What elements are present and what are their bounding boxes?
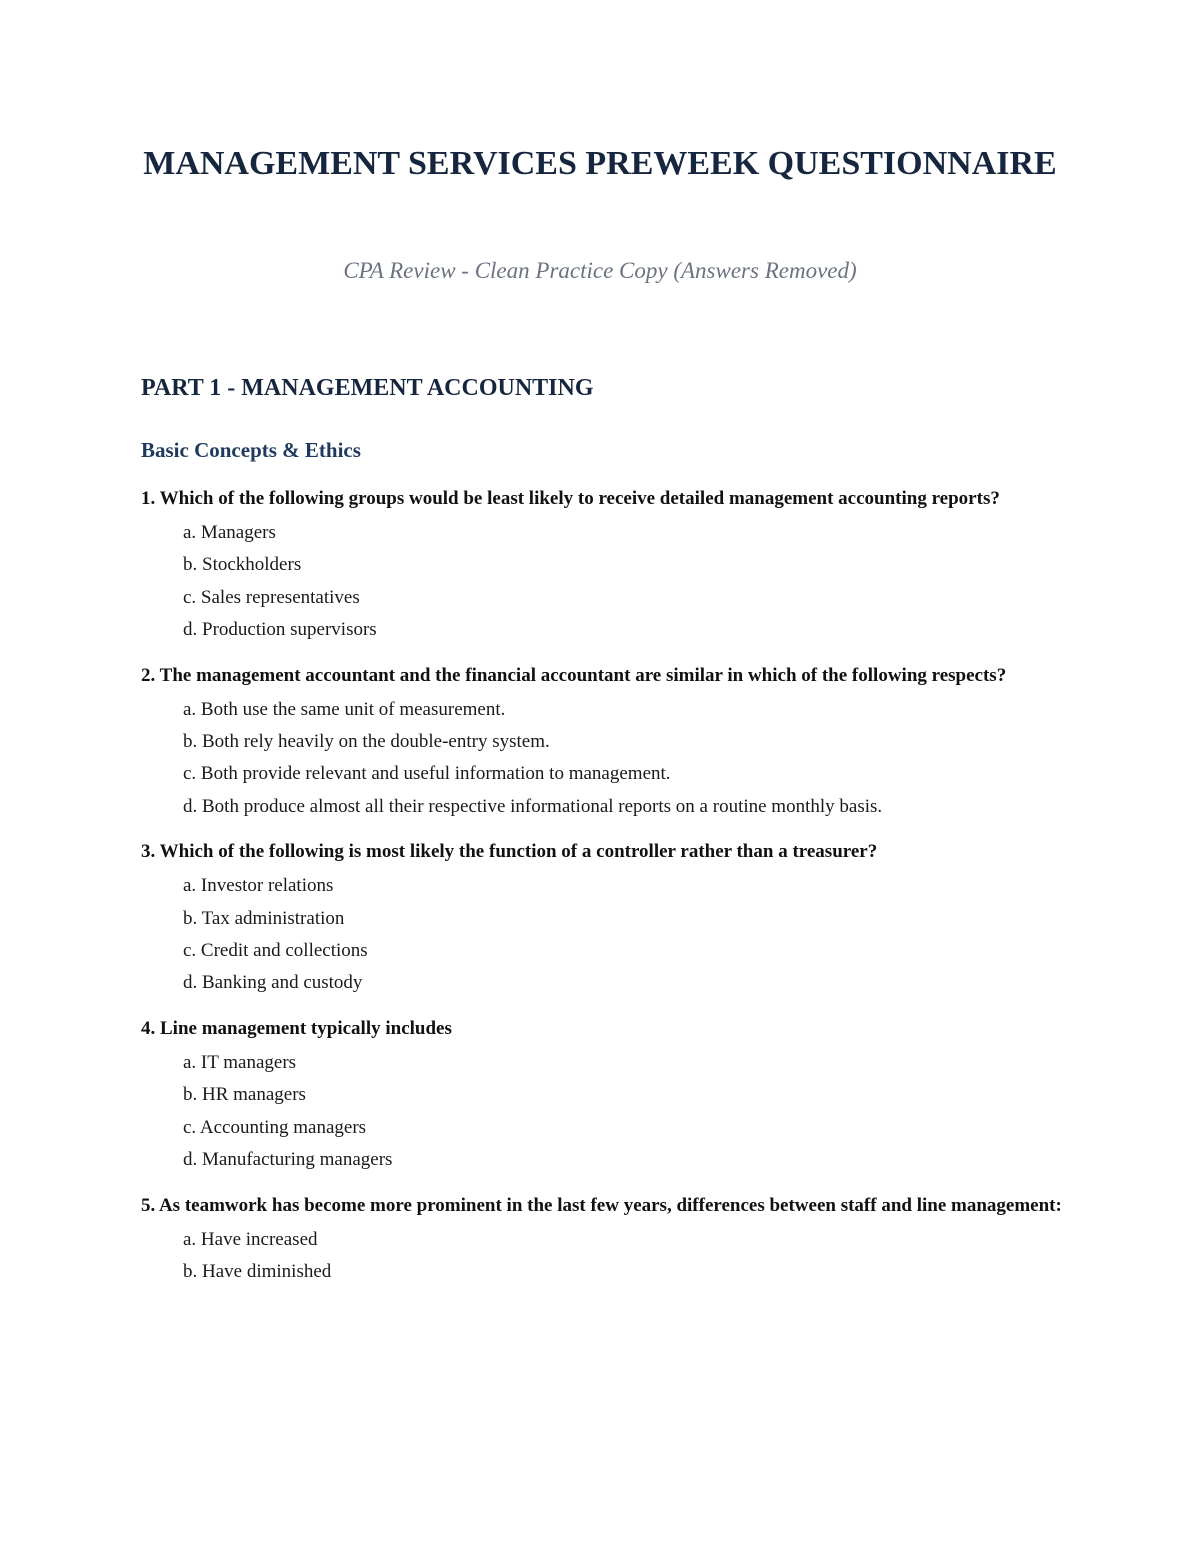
answer-option: b. Tax administration [183, 907, 345, 929]
page-subtitle: CPA Review - Clean Practice Copy (Answers Removed) [343, 258, 857, 283]
answer-option: c. Both provide relevant and useful information to management. [183, 763, 671, 785]
answer-options [141, 1047, 1071, 1177]
answer-options [141, 1224, 1071, 1289]
part-heading: PART 1 - MANAGEMENT ACCOUNTING [141, 375, 594, 401]
question-list [141, 484, 1071, 1302]
answer-option: a. Both use the same unit of measurement. [183, 698, 506, 720]
answer-option: c. Sales representatives [183, 586, 360, 608]
answer-options [141, 694, 1071, 824]
question-stem: 3. Which of the following is most likely the function of a controller rather than a treasurer? [141, 841, 878, 863]
answer-option: a. Managers [183, 522, 276, 543]
answer-option: d. Banking and custody [183, 972, 363, 994]
answer-option: b. Both rely heavily on the double-entry system. [183, 731, 550, 753]
answer-option: a. Investor relations [183, 875, 334, 897]
answer-option: b. Have diminished [183, 1260, 332, 1282]
answer-option: a. IT managers [183, 1051, 297, 1073]
section-heading: Basic Concepts & Ethics [141, 438, 361, 462]
answer-option: c. Accounting managers [183, 1116, 367, 1138]
answer-option: b. Stockholders [183, 554, 302, 576]
question-4 [141, 1014, 1071, 1177]
answer-options [141, 870, 1071, 1000]
answer-option: c. Credit and collections [183, 940, 368, 962]
question-stem: 1. Which of the following groups would be least likely to receive detailed management accounting reports? [141, 488, 1000, 509]
question-stem: 2. The management accountant and the financial accountant are similar in which of the following respects? [141, 664, 1007, 686]
question-5 [141, 1191, 1071, 1289]
question-2 [141, 661, 1071, 824]
question-1 [141, 484, 1071, 647]
answer-option: d. Production supervisors [183, 619, 377, 641]
answer-option: b. HR managers [183, 1084, 306, 1106]
question-3 [141, 837, 1071, 1000]
question-stem: 5. As teamwork has become more prominent in the last few years, differences between staff and line management: [141, 1194, 1062, 1216]
question-stem: 4. Line management typically includes [141, 1017, 452, 1039]
answer-options [141, 517, 1071, 647]
answer-option: d. Manufacturing managers [183, 1149, 393, 1171]
answer-option: d. Both produce almost all their respective informational reports on a routine monthly basis. [183, 795, 883, 817]
page-title: MANAGEMENT SERVICES PREWEEK QUESTIONNAIRE [143, 145, 1057, 182]
answer-option: a. Have increased [183, 1228, 318, 1250]
